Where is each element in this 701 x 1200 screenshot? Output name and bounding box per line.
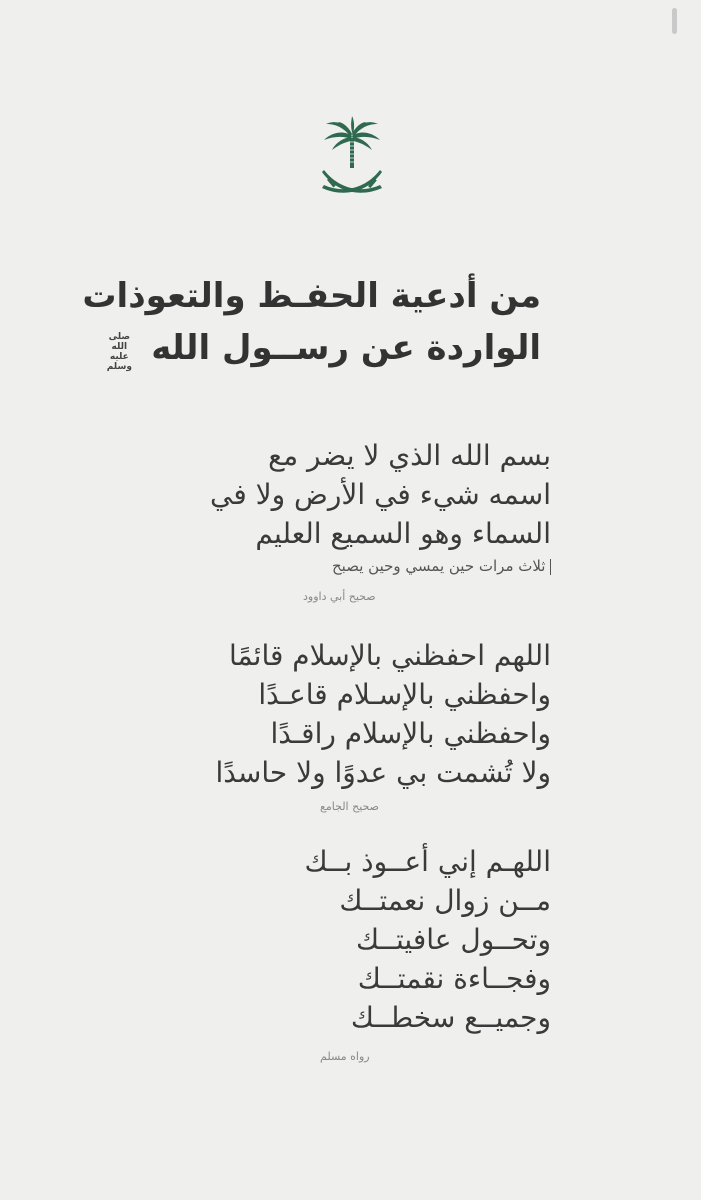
dua-line: بسم الله الذي لا يضر مع [268,439,551,472]
scroll-indicator[interactable] [672,8,677,34]
dua-line: وجميــع سخطــك [350,1001,551,1034]
dua-line: وفجــاءة نقمتــك [357,962,551,995]
title-line-1: من أدعية الحفـظ والتعوذات [82,276,541,316]
repetition-note [210,555,551,577]
honorific-top: صلى الله [108,332,131,352]
dua-line: اللهـم إني أعــوذ بــك [304,845,551,878]
hadith-source-1: صحيح أبي داوود [303,590,376,603]
hadith-source-3: رواه مسلم [320,1050,370,1063]
dua-line: واحفظني بالإسـلام قاعـدًا [258,678,551,711]
palm-swords-emblem-icon [316,112,388,200]
honorific-bottom: وسلم [106,362,132,372]
dua-line: وتحــول عافيتــك [355,923,551,956]
hadith-source-2: صحيح الجامع [320,800,379,813]
dua-line: اللهم احفظني بالإسلام قائمًا [228,639,551,672]
honorific-mid: عليه [109,352,129,362]
honorific-pbuh [105,332,133,372]
dua-line: السماء وهو السميع العليم [255,517,551,550]
dua-line: واحفظني بالإسلام راقـدًا [270,717,551,750]
note-bar [550,559,552,575]
dua-line: ولا تُشمت بي عدوًا ولا حاسدًا [215,756,551,789]
dua-line: مــن زوال نعمتــك [339,884,551,917]
page-title [82,270,541,374]
title-line-2-text: الواردة عن رســول الله [151,328,541,368]
dua-line: اسمه شيء في الأرض ولا في [210,478,551,511]
dua-section-3 [304,842,551,1037]
title-line-2 [82,322,541,374]
dua-section-2 [215,636,551,792]
dua-section-1 [210,436,551,577]
note-text: ثلاث مرات حين يمسي وحين يصبح [332,557,546,575]
